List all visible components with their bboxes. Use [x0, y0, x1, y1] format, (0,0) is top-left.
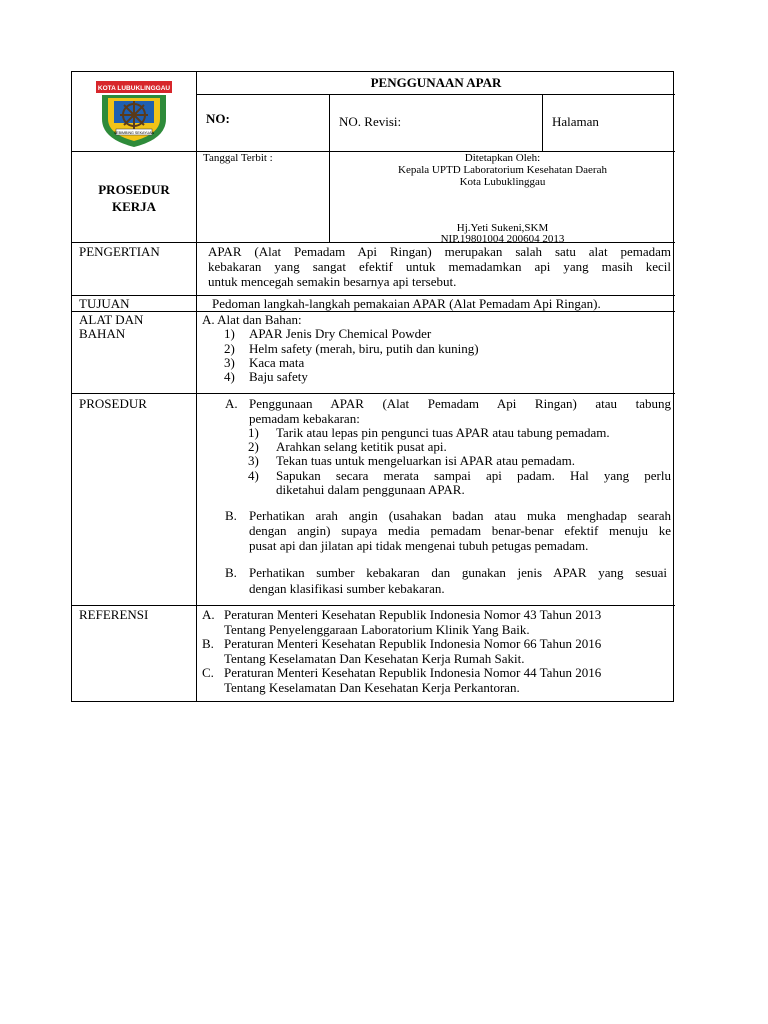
- pejabat-nip: NIP.19801004 200604 2013: [440, 233, 565, 245]
- kepala-label: Kepala UPTD Laboratorium Kesehatan Daerah: [398, 164, 607, 176]
- list-number: 2): [224, 341, 235, 356]
- prosedur-b1-letter: B.: [225, 508, 237, 523]
- alat-label-1: ALAT DAN: [79, 312, 144, 327]
- halaman-label: Halaman: [552, 114, 599, 129]
- prosedur-a-letter: A.: [225, 396, 238, 411]
- prosedur-step4-continued: diketahui dalam penggunaan APAR.: [276, 482, 465, 497]
- list-number: 2): [248, 439, 259, 454]
- list-number: 4): [224, 369, 235, 384]
- pengertian-line-3: untuk mencegah semakin besarnya api tersebut.: [208, 274, 457, 289]
- tujuan-label: TUJUAN: [79, 296, 130, 311]
- tujuan-text: Pedoman langkah-langkah pemakaian APAR (Alat Pemadam Api Ringan).: [212, 296, 601, 311]
- title-divider: [196, 94, 675, 95]
- list-text: Peraturan Menteri Kesehatan Republik Indonesia Nomor 66 Tahun 2016: [224, 636, 602, 651]
- prosedur-b2-line-2: dengan klasifikasi sumber kebakaran.: [249, 581, 445, 596]
- revisi-label: NO. Revisi:: [339, 114, 402, 129]
- referensi-label: REFERENSI: [79, 607, 149, 622]
- list-text: Kaca mata: [249, 355, 305, 370]
- sop-document: [71, 71, 674, 702]
- list-letter: B.: [202, 636, 214, 651]
- list-letter: A.: [202, 607, 215, 622]
- svg-text:SEBIMBING SEKAYUAN: SEBIMBING SEKAYUAN: [113, 131, 155, 135]
- list-text: Helm safety (merah, biru, putih dan kuning): [249, 341, 479, 356]
- ditetapkan-label: Ditetapkan Oleh:: [464, 152, 541, 164]
- prosedur-b1-line-2: dengan angin) supaya media pemadam benar-benar efektif menuju ke: [249, 523, 671, 538]
- list-number: 1): [224, 326, 235, 341]
- prosedur-b1-line-1: Perhatikan arah angin (usahakan badan atau muka menghadap searah: [249, 508, 671, 523]
- pengertian-label: PENGERTIAN: [79, 244, 160, 259]
- list-text-continued: Tentang Penyelenggaraan Laboratorium Klinik Yang Baik.: [224, 622, 530, 637]
- svg-text:KOTA LUBUKLINGGAU: KOTA LUBUKLINGGAU: [97, 85, 171, 92]
- prosedur-a-line-2: pemadam kebakaran:: [249, 411, 360, 426]
- tujuan-bottom-divider: [72, 311, 675, 312]
- list-text: Baju safety: [249, 369, 308, 384]
- list-text: Sapukan secara merata sampai api padam. Hal yang perlu: [276, 468, 671, 483]
- kota-label: Kota Lubuklinggau: [459, 176, 546, 188]
- list-text: Tarik atau lepas pin pengunci tuas APAR atau tabung pemadam.: [276, 425, 610, 440]
- tanggal-terbit-label: Tanggal Terbit :: [203, 152, 273, 164]
- document-title: PENGGUNAAN APAR: [370, 75, 502, 90]
- no-revisi-divider: [329, 94, 330, 151]
- pengertian-line-2: kebakaran yang sangat efektif untuk memadamkan api yang masih kecil: [208, 259, 671, 274]
- list-number: 3): [248, 453, 259, 468]
- list-number: 1): [248, 425, 259, 440]
- list-number: 4): [248, 468, 259, 483]
- list-text: APAR Jenis Dry Chemical Powder: [249, 326, 432, 341]
- header-end-divider: [72, 242, 675, 243]
- alat-heading: A. Alat dan Bahan:: [202, 312, 302, 327]
- list-text: Peraturan Menteri Kesehatan Republik Indonesia Nomor 43 Tahun 2013: [224, 607, 602, 622]
- prosedur-b1-line-3: pusat api dan jilatan api tidak mengenai tubuh petugas pemadam.: [249, 538, 589, 553]
- pengertian-line-1: APAR (Alat Pemadam Api Ringan) merupakan salah satu alat pemadam: [208, 244, 671, 259]
- side-title-prosedur: PROSEDUR: [98, 182, 170, 197]
- no-label: NO:: [206, 111, 230, 126]
- prosedur-b2-line-1: Perhatikan sumber kebakaran dan gunakan jenis APAR yang sesuai: [249, 565, 667, 580]
- alat-label-2: BAHAN: [79, 326, 126, 341]
- city-emblem-logo: [94, 79, 174, 149]
- revisi-halaman-divider: [542, 94, 543, 151]
- list-number: 3): [224, 355, 235, 370]
- list-text-continued: Tentang Keselamatan Dan Kesehatan Kerja Rumah Sakit.: [224, 651, 525, 666]
- list-text-continued: Tentang Keselamatan Dan Kesehatan Kerja Perkantoran.: [224, 680, 520, 695]
- prosedur-b2-letter: B.: [225, 565, 237, 580]
- prosedur-a-line-1: Penggunaan APAR (Alat Pemadam Api Ringan) atau tabung: [249, 396, 671, 411]
- alat-bottom-divider: [72, 393, 675, 394]
- prosedur-label: PROSEDUR: [79, 396, 147, 411]
- list-text: Peraturan Menteri Kesehatan Republik Indonesia Nomor 44 Tahun 2016: [224, 665, 602, 680]
- list-text: Tekan tuas untuk mengeluarkan isi APAR atau pemadam.: [276, 453, 575, 468]
- prosedur-bottom-divider: [72, 605, 675, 606]
- list-text: Arahkan selang ketitik pusat api.: [276, 439, 447, 454]
- list-letter: C.: [202, 665, 214, 680]
- side-title-kerja: KERJA: [111, 199, 157, 214]
- pejabat-name: Hj.Yeti Sukeni,SKM: [456, 222, 549, 234]
